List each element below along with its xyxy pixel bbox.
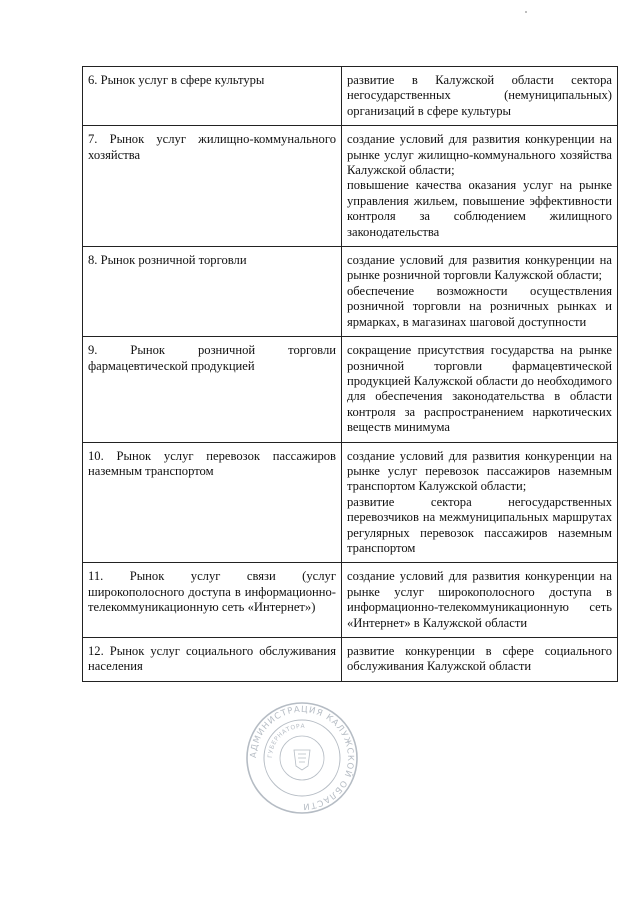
stamp-emblem — [294, 750, 310, 770]
measures-cell — [342, 563, 618, 638]
measure-text: создание условий для развития конкуренции на рынке услуг жилищно-коммунального хозяйства Калужской области; — [347, 132, 612, 178]
measure-text: создание условий для развития конкуренции на рынке услуг широкополосного доступа в информационно-телекоммуникационную сеть «Интернет» в Калужской области — [347, 569, 612, 630]
market-cell: 10. Рынок услуг перевозок пассажиров наземным транспортом — [83, 442, 342, 563]
measure-text: развитие в Калужской области сектора негосударственных (немуниципальных) организаций в сфере культуры — [347, 73, 612, 118]
measure-text: развитие конкуренции в сфере социального обслуживания Калужской области — [347, 644, 612, 674]
table-row — [83, 67, 618, 126]
table-row — [83, 563, 618, 638]
table-row — [83, 126, 618, 247]
market-cell: 11. Рынок услуг связи (услуг широкополосного доступа в информационно-телекоммуникационную сеть «Интернет») — [83, 563, 342, 638]
measure-text: развитие сектора негосударственных перевозчиков на межмуниципальных маршрутах регулярных перевозок пассажиров наземным транспортом — [347, 494, 612, 555]
table-row — [83, 638, 618, 682]
measures-cell — [342, 67, 618, 126]
measure-text: обеспечение возможности осуществления розничной торговли на розничных рынках и ярмарках, в магазинах шаговой доступности — [347, 283, 612, 329]
market-cell: 7. Рынок услуг жилищно-коммунального хозяйства — [83, 126, 342, 247]
measures-cell — [342, 337, 618, 442]
measures-cell — [342, 638, 618, 682]
measures-cell — [342, 126, 618, 247]
measure-text: сокращение присутствия государства на рынке розничной торговли фармацевтической продукцией Калужской области до необходимого для обеспечения законодательства в области контроля за распространением наркотических веществ минимума — [347, 343, 612, 435]
table-row — [83, 442, 618, 563]
markets-table — [82, 66, 618, 682]
market-cell: 12. Рынок услуг социального обслуживания населения — [83, 638, 342, 682]
table-row — [83, 337, 618, 442]
table-row — [83, 247, 618, 337]
market-cell: 6. Рынок услуг в сфере культуры — [83, 67, 342, 126]
official-stamp-seal — [244, 700, 360, 816]
stamp-outer-text: АДМИНИСТРАЦИЯ КАЛУЖСКОЙ ОБЛАСТИ — [248, 704, 356, 812]
market-cell: 9. Рынок розничной торговли фармацевтической продукцией — [83, 337, 342, 442]
stamp-inner-text: ГУБЕРНАТОРА — [266, 722, 306, 759]
measures-cell — [342, 442, 618, 563]
measure-text: создание условий для развития конкуренции на рынке розничной торговли Калужской области; — [347, 253, 612, 283]
measures-cell — [342, 247, 618, 337]
measure-text: создание условий для развития конкуренции на рынке услуг перевозок пассажиров наземным транспортом Калужской области; — [347, 448, 612, 494]
measure-text: повышение качества оказания услуг на рынке управления жильем, повышение эффективности контроля за соблюдением жилищного законодательства — [347, 178, 612, 239]
market-cell: 8. Рынок розничной торговли — [83, 247, 342, 337]
scan-dot — [525, 11, 527, 13]
